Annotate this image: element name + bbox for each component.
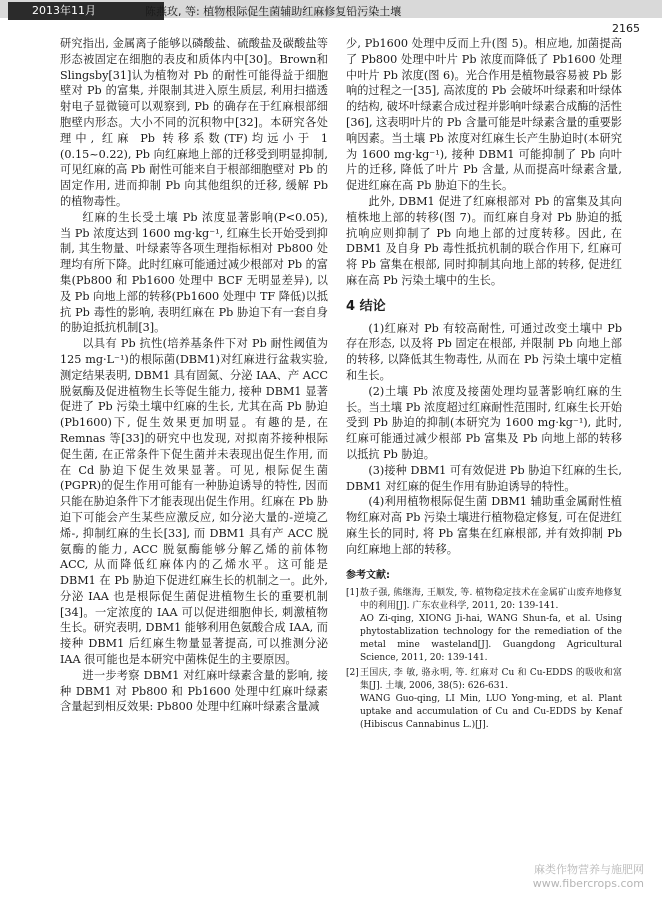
reference-cn: 王国庆, 李 敏, 骆永明, 等. 红麻对 Cu 和 Cu-EDDS 的吸收和富集[J]. 土壤, 2006, 38(5): 626-631.: [360, 668, 622, 692]
conclusion-item: (3)接种 DBM1 可有效促进 Pb 胁迫下红麻的生长, DBM1 对红麻的促生作用有胁迫诱导的特性。: [346, 463, 622, 493]
watermark: [533, 863, 644, 891]
reference-number: [2]: [346, 668, 359, 679]
reference-en: AO Zi-qing, XIONG Ji-hai, WANG Shun-fa, et al. Using phytostablization technology for the remediation of the metal mine wasteland[J]. Guangdong Agricultural Science, 2011, 20: 139-141.: [360, 614, 622, 664]
running-title: 陈燕玫, 等: 植物根际促生菌辅助红麻修复铅污染土壤: [145, 5, 402, 18]
left-column: [60, 36, 328, 715]
reference-cn: 敖子强, 熊继海, 王顺发, 等. 植物稳定技术在金属矿山废弃地修复中的利用[J]. 广东农业科学, 2011, 20: 139-141.: [360, 588, 622, 612]
reference-number: [1]: [346, 588, 359, 599]
paragraph: 红麻的生长受土壤 Pb 浓度显著影响(P<0.05), 当 Pb 浓度达到 1600 mg·kg⁻¹, 红麻生长开始受到抑制, 其生物量、叶绿素等各项生理指标相对 Pb800 处理均有所下降。此时红麻可能通过减少根部对 Pb 的富集(Pb800 和 Pb1600 处理中 BCF 无明显差异), 以及 Pb 向地上部的转移(Pb1600 处理中 TF 降低)以抵抗 Pb 毒性的影响, 表明红麻在 Pb 胁迫下有一套自身的胁迫抵抗机制[3]。: [60, 210, 328, 335]
page-number: 2165: [612, 22, 640, 35]
reference-item: [346, 667, 622, 732]
conclusion-item: (2)土壤 Pb 浓度及接菌处理均显著影响红麻的生长。当土壤 Pb 浓度超过红麻耐性范围时, 红麻生长开始受到 Pb 胁迫的抑制(本研究为 1600 mg·kg⁻¹), 此时, 红麻可能通过减少根部 Pb 富集及 Pb 向地上部的转移以抵抗 Pb 胁迫。: [346, 384, 622, 461]
paragraph: 以具有 Pb 抗性(培养基条件下对 Pb 耐性阈值为 125 mg·L⁻¹)的根际菌(DBM1)对红麻进行盆栽实验, 测定结果表明, DBM1 具有固氮、分泌 IAA、产 ACC 脱氨酶及促进植物生长等促生能力, 接种 DBM1 显著促进了 Pb 污染土壤中红麻的生长, 尤其在高 Pb 胁迫(Pb1600)下, 促生效果更加明显。有趣的是, 在 Remnas 等[33]的研究中也发现, 对拟南芥接种根际促生菌, 在正常条件下促生菌并未表现出促生作用, 而在 Cd 胁迫下促生效果显著。可见, 根际促生菌(PGPR)的促生作用可能有一种胁迫诱导的特性, 因而只能在胁迫条件下才能表现出促生作用。红麻在 Pb 胁迫下可能会产生某些应激反应, 如分泌大量的-逆境乙烯-, 抑制红麻的生长[33], 而 DBM1 具有产 ACC 脱氨酶的能力, ACC 脱氨酶能够分解乙烯的前体物 ACC, 从而降低红麻体内的乙烯水平。这可能是 DBM1 在 Pb 胁迫下促进红麻生长的机制之一。此外, 分泌 IAA 也是根际促生菌促进植物生长的重要机制[34]。一定浓度的 IAA 可以促进细胞伸长, 刺激植物生长。研究表明, DBM1 能够利用色氨酸合成 IAA, 而接种 DBM1 后红麻生物量显著提高, 可以推测分泌 IAA 很可能也是本研究中菌株促生的主要原因。: [60, 337, 328, 667]
paragraph: 进一步考察 DBM1 对红麻叶绿素含量的影响, 接种 DBM1 对 Pb800 和 Pb1600 处理中红麻叶绿素含量起到相反效果: Pb800 处理中红麻叶绿素含量减: [60, 668, 328, 714]
reference-item: [346, 587, 622, 665]
reference-en: WANG Guo-qing, LI Min, LUO Yong-ming, et al. Plant uptake and accumulation of Cu and Cu-EDDS by Kenaf (Hibiscus Cannabinus L.)[J].: [360, 694, 622, 731]
paragraph: 研究指出, 金属离子能够以磷酸盐、硫酸盐及碳酸盐等形态被固定在细胞的表皮和质体内中[30]。Brown和 Slingsby[31]认为植物对 Pb 的耐性可能得益于细胞壁对 Pb 的富集, 并限制其进入原生质层, 利用扫描透射电子显微镜可以观察到, Pb 的确存在于红麻根部细胞壁内形态。大小不同的沉积物中[32]。本研究各处理中, 红麻 Pb 转移系数(TF)均远小于 1 (0.15~0.22), Pb 向红麻地上部的迁移受到明显抑制, 可见红麻的高 Pb 耐性可能来自于根部细胞壁对 Pb 的固定作用, 进而抑制 Pb 向其他组织的迁移, 缓解 Pb 的植物毒性。: [60, 37, 328, 208]
watermark-line: 麻类作物营养与施肥网: [534, 863, 644, 876]
section-heading: 4 结论: [346, 298, 386, 314]
paragraph: 此外, DBM1 促进了红麻根部对 Pb 的富集及其向植株地上部的转移(图 7)。而红麻自身对 Pb 胁迫的抵抗响应则抑制了 Pb 向地上部的过度转移。因此, 在 DBM1 及自身 Pb 毒性抵抗机制的联合作用下, 红麻可将 Pb 富集在根部, 同时抑制其向地上部的转移, 促进红麻在高 Pb 污染土壤中的生长。: [346, 194, 622, 287]
journal-date: 2013年11月: [8, 2, 164, 20]
paragraph: 少, Pb1600 处理中反而上升(图 5)。相应地, 加菌提高了 Pb800 处理中叶片 Pb 浓度而降低了 Pb1600 处理中叶片 Pb 浓度(图 6)。光合作用是植物最容易被 Pb 影响的过程之一[35], 高浓度的 Pb 会破坏叶绿素和叶绿体的结构, 破坏叶绿素合成过程并影响叶绿素合成酶的活性[36], 这表明叶片的 Pb 含量可能是叶绿素含量的重要影响因素。当土壤 Pb 浓度对红麻生长产生胁迫时(本研究为 1600 mg·kg⁻¹), 接种 DBM1 可能抑制了 Pb 向叶片的迁移, 降低了叶片 Pb 含量, 从而提高叶绿素含量, 促进红麻在高 Pb 胁迫下的生长。: [346, 37, 622, 193]
conclusion-item: (4)利用植物根际促生菌 DBM1 辅助重金属耐性植物红麻对高 Pb 污染土壤进行植物稳定修复, 可在促进红麻生长的同时, 将 Pb 富集在红麻根部, 并有效抑制 Pb 向红麻地上部的转移。: [346, 495, 622, 556]
references-title: 参考文献:: [346, 569, 390, 581]
watermark-line: www.fibercrops.com: [532, 877, 644, 890]
conclusion-item: (1)红麻对 Pb 有较高耐性, 可通过改变土壤中 Pb 存在形态, 以及将 Pb 固定在根部, 并限制 Pb 向地上部的转移, 以降低其生物毒性, 从而在 Pb 污染土壤中定植和生长。: [346, 321, 622, 382]
right-column: [346, 36, 622, 734]
